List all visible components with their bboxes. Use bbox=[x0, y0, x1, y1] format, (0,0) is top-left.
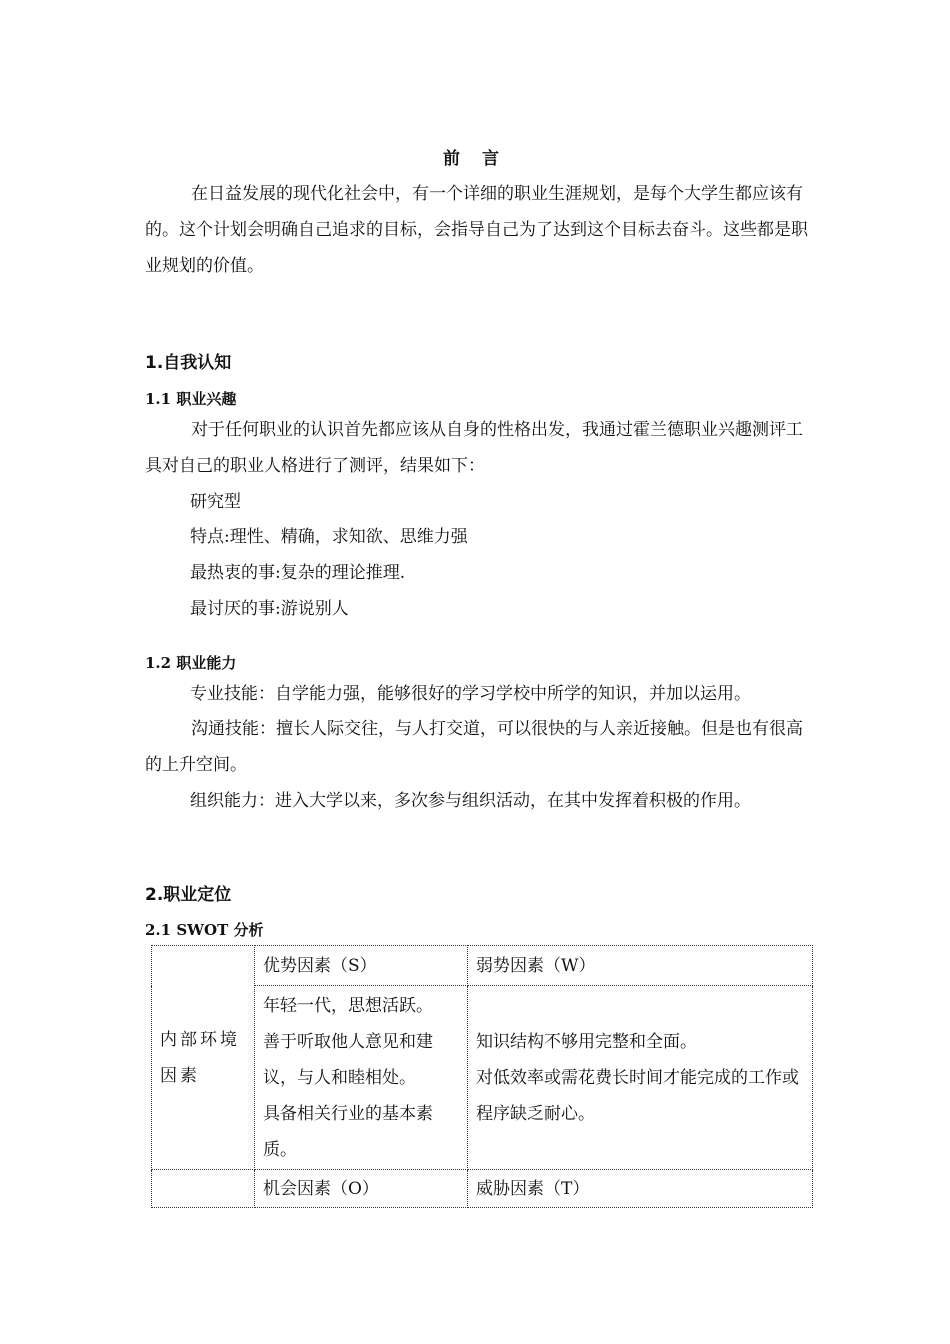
favorite-activity: 最热衷的事:复杂的理论推理. bbox=[190, 563, 406, 583]
strength-item: 年轻一代，思想活跃。 bbox=[263, 995, 433, 1016]
personality-type: 研究型 bbox=[190, 492, 241, 512]
external-factors-label bbox=[152, 1170, 255, 1208]
disliked-activity: 最讨厌的事:游说别人 bbox=[190, 599, 349, 619]
strength-item: 善于听取他人意见和建议，与人和睦相处。 bbox=[263, 1031, 433, 1088]
strengths-cell bbox=[255, 986, 468, 1170]
weaknesses-header: 弱势因素（W） bbox=[468, 946, 813, 986]
section-1-1-heading: 1.1 职业兴趣 bbox=[145, 390, 237, 408]
organization-skills: 组织能力：进入大学以来，多次参与组织活动，在其中发挥着积极的作用。 bbox=[190, 791, 751, 811]
strength-item: 具备相关行业的基本素质。 bbox=[263, 1103, 433, 1160]
strengths-header: 优势因素（S） bbox=[255, 946, 468, 986]
section-2-1-heading: 2.1 SWOT 分析 bbox=[145, 921, 264, 939]
table-row bbox=[152, 946, 813, 986]
personality-traits: 特点:理性、精确，求知欲、思维力强 bbox=[190, 527, 468, 547]
communication-skills: 沟通技能：擅长人际交往，与人打交道，可以很快的与人亲近接触。但是也有很高的上升空间。 bbox=[145, 719, 803, 775]
table-row bbox=[152, 1170, 813, 1208]
preface-paragraph: 在日益发展的现代化社会中，有一个详细的职业生涯规划，是每个大学生都应该有的。这个计划会明确自己追求的目标，会指导自己为了达到这个目标去奋斗。这些都是职业规划的价值。 bbox=[145, 184, 808, 276]
section-1-2-heading: 1.2 职业能力 bbox=[145, 654, 237, 672]
weakness-item: 对低效率或需花费长时间才能完成的工作或程序缺乏耐心。 bbox=[476, 1067, 799, 1124]
opportunities-header: 机会因素（O） bbox=[255, 1170, 468, 1208]
preface-title: 前 言 bbox=[443, 149, 507, 169]
weaknesses-cell bbox=[468, 986, 813, 1170]
threats-header: 威胁因素（T） bbox=[468, 1170, 813, 1208]
section-1-heading: 1.自我认知 bbox=[145, 353, 232, 373]
section-2-heading: 2.职业定位 bbox=[145, 885, 232, 905]
professional-skills: 专业技能：自学能力强，能够很好的学习学校中所学的知识，并加以运用。 bbox=[190, 684, 751, 704]
weakness-item: 知识结构不够用完整和全面。 bbox=[476, 1031, 697, 1052]
interest-paragraph: 对于任何职业的认识首先都应该从自身的性格出发，我通过霍兰德职业兴趣测评工具对自己的职业人格进行了测评，结果如下： bbox=[145, 420, 803, 476]
swot-table bbox=[151, 945, 813, 1208]
internal-factors-label: 内部环境因素 bbox=[152, 946, 255, 1170]
